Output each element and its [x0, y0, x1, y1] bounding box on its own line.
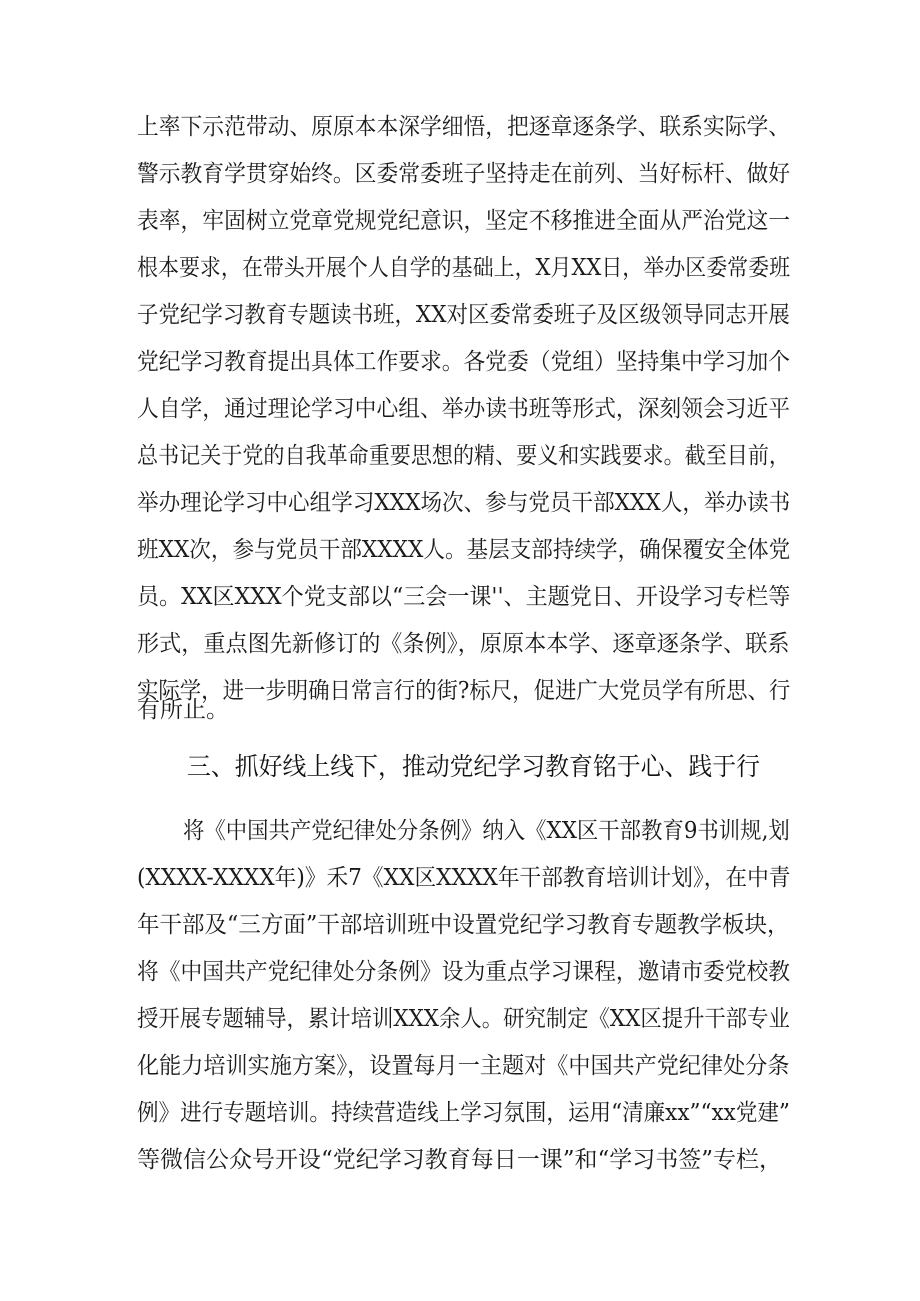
paragraph-line: 授开展专题辅导，累计培训XXX余人。研究制定《XX区提升干部专业 [137, 1006, 790, 1032]
paragraph-line: 有所止。 [137, 697, 229, 723]
paragraph-line: 化能力培训实施方案》，设置每月一主题对《中国共产党纪律处分条 [137, 1053, 790, 1079]
paragraph-line: 员。XX区XXX个党支部以“三会一课''、主题党日、开设学习专栏等 [137, 584, 791, 610]
paragraph-line: 党纪学习教育提出具体工作要求。各党委（党组）坚持集中学习加个 [137, 349, 791, 375]
paragraph-line: 人自学，通过理论学习中心组、举办读书班等形式，深刻领会习近平 [137, 396, 791, 422]
paragraph-line: 形式，重点图先新修订的《条例》，原原本本学、逐章逐条学、联系 [137, 631, 790, 657]
paragraph-line: 表率，牢固树立党章党规党纪意识，坚定不移推进全面从严治党这一 [137, 208, 791, 234]
paragraph-line: 子党纪学习教育专题读书班，XX对区委常委班子及区级领导同志开展 [137, 302, 790, 328]
paragraph-line: 举办理论学习中心组学习XXX场次、参与党员干部XXX人，举办读书 [137, 490, 791, 516]
paragraph-line: 将《中国共产党纪律处分条例》设为重点学习课程，邀请市委党校教 [137, 959, 791, 985]
paragraph-line: 警示教育学贯穿始终。区委常委班子坚持走在前列、当好标杆、做好 [137, 161, 791, 187]
section-heading: 三、抓好线上线下，推动党纪学习教育铭于心、践于行 [187, 752, 761, 781]
paragraph-line: 等微信公众号开设“党纪学习教育每日一课”和“学习书签”专栏， [137, 1147, 783, 1173]
paragraph-line: 班XX次，参与党员干部XXXX人。基层支部持续学，确保覆安全体党 [137, 537, 791, 563]
paragraph-line: 总书记关于党的自我革命重要思想的精、要义和实践要求。截至目前， [137, 443, 790, 469]
paragraph-line: 上率下示范带动、原原本本深学细悟，把逐章逐条学、联系实际学、 [137, 114, 791, 140]
paragraph-line: 根本要求，在带头开展个人自学的基础上，X月XX日，举办区委常委班 [137, 255, 791, 281]
paragraph-line: 实际学，进一步明确日常言行的街?标尺，促进广大党员学有所思、行 [137, 678, 791, 704]
paragraph-line: 将《中国共产党纪律处分条例》纳入《XX区干部教育9书训规,划 [183, 818, 790, 844]
paragraph-line: 例》进行专题培训。持续营造线上学习氛围，运用“清廉xx”“xx党建” [137, 1100, 790, 1126]
paragraph-line: 年干部及“三方面”干部培训班中设置党纪学习教育专题教学板块， [137, 912, 790, 938]
paragraph-line: (XXXX-XXXX年)》禾7《XX区XXXX年干部教育培训计划》，在中青 [137, 865, 791, 891]
